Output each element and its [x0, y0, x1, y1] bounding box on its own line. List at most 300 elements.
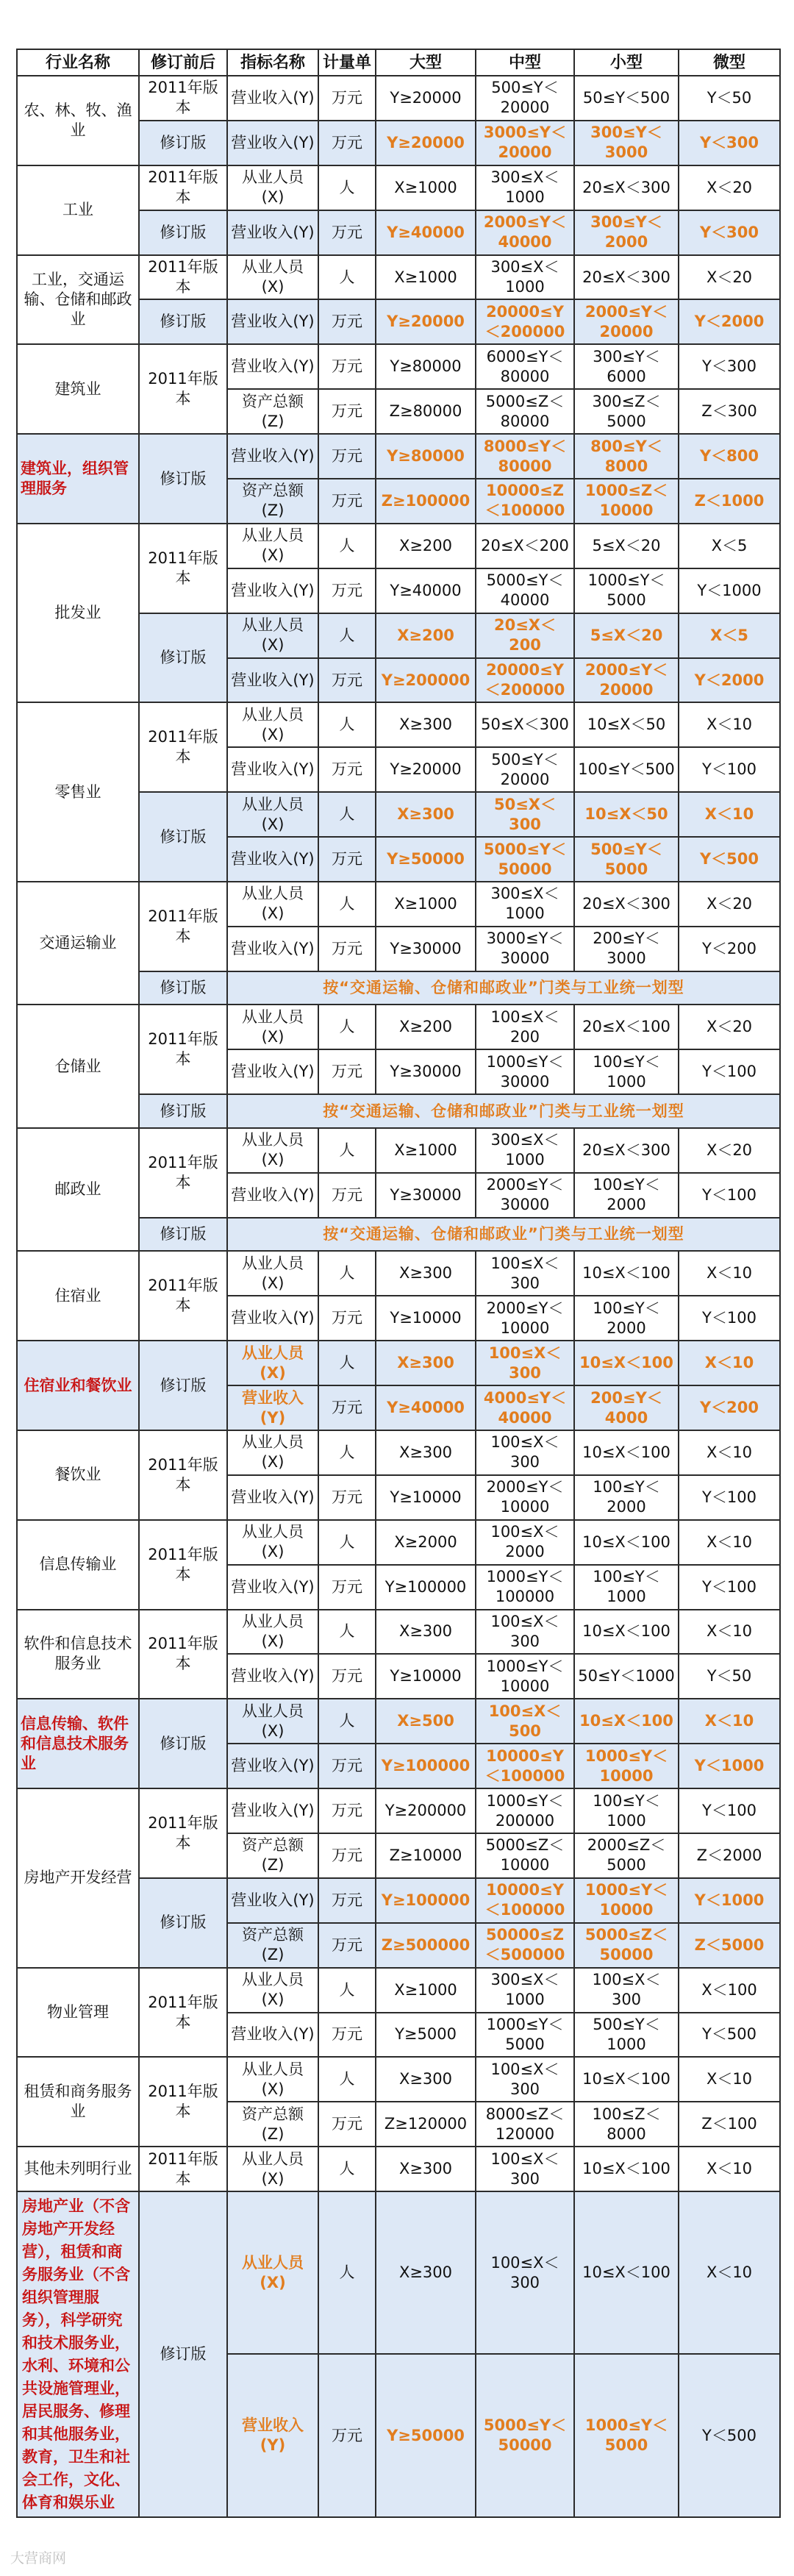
- medium-threshold-cell: 5000≤Y＜50000: [476, 2354, 574, 2517]
- small-threshold-cell: 50≤Y＜500: [574, 76, 679, 121]
- medium-threshold-cell: 1000≤Y＜100000: [476, 1565, 574, 1610]
- indicator-cell: 从业人员(X): [227, 524, 318, 568]
- small-threshold-cell: 1000≤Y＜5000: [574, 568, 679, 613]
- unit-cell: 万元: [318, 2013, 376, 2058]
- micro-threshold-cell: X＜10: [679, 1430, 780, 1475]
- unit-cell: 万元: [318, 927, 376, 971]
- small-threshold-cell: 200≤Y＜4000: [574, 1385, 679, 1430]
- medium-threshold-cell: 1000≤Y＜200000: [476, 1788, 574, 1833]
- small-threshold-cell: 100≤Y＜1000: [574, 1565, 679, 1610]
- revision-label-cell: 修订版: [139, 1094, 227, 1128]
- medium-threshold-cell: 1000≤Y＜5000: [476, 2013, 574, 2058]
- revision-label-cell: 2011年版本: [139, 1430, 227, 1520]
- micro-threshold-cell: Y＜50: [679, 1654, 780, 1699]
- col-header-indicator: 指标名称: [227, 49, 318, 76]
- indicator-cell: 从业人员(X): [227, 1699, 318, 1744]
- table-row: [17, 1251, 780, 1296]
- table-row: [17, 524, 780, 568]
- large-threshold-cell: Y≥20000: [376, 76, 476, 121]
- indicator-cell: 营业收入(Y): [227, 2354, 318, 2517]
- medium-threshold-cell: 3000≤Y＜30000: [476, 927, 574, 971]
- large-threshold-cell: Z≥500000: [376, 1923, 476, 1968]
- indicator-cell: 从业人员(X): [227, 702, 318, 747]
- unit-cell: 万元: [318, 1833, 376, 1878]
- micro-threshold-cell: Y＜500: [679, 837, 780, 882]
- industry-name-cell: 租赁和商务服务业: [17, 2057, 139, 2147]
- medium-threshold-cell: 5000≤Z＜80000: [476, 389, 574, 434]
- industry-name-cell: 交通运输业: [17, 882, 139, 1005]
- unit-cell: 万元: [318, 479, 376, 524]
- micro-threshold-cell: Y＜100: [679, 1173, 780, 1218]
- unit-cell: 人: [318, 1699, 376, 1744]
- medium-threshold-cell: 5000≤Y＜50000: [476, 837, 574, 882]
- indicator-cell: 营业收入(Y): [227, 344, 318, 389]
- unit-cell: 人: [318, 2147, 376, 2191]
- medium-threshold-cell: 2000≤Y＜40000: [476, 210, 574, 255]
- large-threshold-cell: Y≥30000: [376, 927, 476, 971]
- medium-threshold-cell: 300≤X＜1000: [476, 165, 574, 210]
- micro-threshold-cell: X＜20: [679, 882, 780, 927]
- micro-threshold-cell: Z＜300: [679, 389, 780, 434]
- micro-threshold-cell: X＜10: [679, 1520, 780, 1565]
- small-threshold-cell: 5≤X＜20: [574, 613, 679, 658]
- unit-cell: 万元: [318, 1878, 376, 1923]
- revision-label-cell: 修订版: [139, 792, 227, 882]
- indicator-cell: 从业人员(X): [227, 165, 318, 210]
- medium-threshold-cell: 100≤X＜300: [476, 2191, 574, 2354]
- table-row: [17, 1699, 780, 1744]
- unit-cell: 万元: [318, 121, 376, 165]
- unit-cell: 人: [318, 2191, 376, 2354]
- medium-threshold-cell: 2000≤Y＜10000: [476, 1475, 574, 1520]
- table-row: [17, 702, 780, 747]
- micro-threshold-cell: X＜10: [679, 792, 780, 837]
- indicator-cell: 营业收入(Y): [227, 1788, 318, 1833]
- unit-cell: 万元: [318, 1049, 376, 1094]
- micro-threshold-cell: X＜10: [679, 2147, 780, 2191]
- large-threshold-cell: Z≥100000: [376, 479, 476, 524]
- small-threshold-cell: 100≤X＜300: [574, 1968, 679, 2013]
- micro-threshold-cell: Y＜300: [679, 210, 780, 255]
- indicator-cell: 营业收入(Y): [227, 299, 318, 344]
- small-threshold-cell: 10≤X＜50: [574, 702, 679, 747]
- unit-cell: 万元: [318, 747, 376, 792]
- unit-cell: 万元: [318, 1654, 376, 1699]
- medium-threshold-cell: 5000≤Z＜10000: [476, 1833, 574, 1878]
- unit-cell: 万元: [318, 1565, 376, 1610]
- revision-label-cell: 修订版: [139, 121, 227, 165]
- medium-threshold-cell: 50000≤Z＜500000: [476, 1923, 574, 1968]
- header-row: [17, 49, 780, 76]
- revision-label-cell: 修订版: [139, 613, 227, 703]
- unit-cell: 人: [318, 1005, 376, 1049]
- large-threshold-cell: X≥500: [376, 1699, 476, 1744]
- indicator-cell: 营业收入(Y): [227, 1654, 318, 1699]
- medium-threshold-cell: 50≤X＜300: [476, 702, 574, 747]
- unit-cell: 万元: [318, 837, 376, 882]
- revision-label-cell: 2011年版本: [139, 255, 227, 300]
- unit-cell: 万元: [318, 389, 376, 434]
- revision-label-cell: 2011年版本: [139, 1251, 227, 1341]
- micro-threshold-cell: Y＜100: [679, 1475, 780, 1520]
- medium-threshold-cell: 100≤X＜200: [476, 1005, 574, 1049]
- industry-name-cell: 房地产业（不含房地产开发经营），租赁和商务服务业（不含组织管理服务），科学研究和技术服务业，水利、环境和公共设施管理业，居民服务、修理和其他服务业，教育，卫生和社会工作，文化、体育和娱乐业: [17, 2191, 139, 2517]
- indicator-cell: 营业收入(Y): [227, 434, 318, 479]
- medium-threshold-cell: 20≤X＜200: [476, 613, 574, 658]
- unit-cell: 人: [318, 524, 376, 568]
- small-threshold-cell: 20≤X＜300: [574, 882, 679, 927]
- medium-threshold-cell: 20≤X＜200: [476, 524, 574, 568]
- indicator-cell: 营业收入(Y): [227, 1475, 318, 1520]
- medium-threshold-cell: 100≤X＜300: [476, 2057, 574, 2102]
- micro-threshold-cell: Y＜500: [679, 2354, 780, 2517]
- unit-cell: 人: [318, 613, 376, 658]
- industry-name-cell: 住宿业: [17, 1251, 139, 1341]
- indicator-cell: 从业人员(X): [227, 1430, 318, 1475]
- micro-threshold-cell: X＜5: [679, 613, 780, 658]
- indicator-cell: 资产总额(Z): [227, 1833, 318, 1878]
- revision-note-cell: 按“交通运输、仓储和邮政业”门类与工业统一划型: [227, 971, 780, 1005]
- large-threshold-cell: X≥300: [376, 1251, 476, 1296]
- large-threshold-cell: Y≥30000: [376, 1173, 476, 1218]
- medium-threshold-cell: 100≤X＜2000: [476, 1520, 574, 1565]
- industry-name-cell: 农、林、牧、渔业: [17, 76, 139, 165]
- micro-threshold-cell: Z＜5000: [679, 1923, 780, 1968]
- medium-threshold-cell: 10000≤Z＜100000: [476, 479, 574, 524]
- micro-threshold-cell: Y＜300: [679, 344, 780, 389]
- revision-label-cell: 2011年版本: [139, 165, 227, 210]
- col-header-medium: 中型: [476, 49, 574, 76]
- industry-name-cell: 工业: [17, 165, 139, 255]
- indicator-cell: 营业收入(Y): [227, 837, 318, 882]
- revision-label-cell: 修订版: [139, 1218, 227, 1252]
- unit-cell: 人: [318, 1430, 376, 1475]
- large-threshold-cell: Y≥5000: [376, 2013, 476, 2058]
- small-threshold-cell: 100≤Y＜2000: [574, 1173, 679, 1218]
- medium-threshold-cell: 100≤X＜300: [476, 2147, 574, 2191]
- unit-cell: 人: [318, 702, 376, 747]
- medium-threshold-cell: 500≤Y＜20000: [476, 76, 574, 121]
- medium-threshold-cell: 5000≤Y＜40000: [476, 568, 574, 613]
- medium-threshold-cell: 10000≤Y＜100000: [476, 1878, 574, 1923]
- indicator-cell: 从业人员(X): [227, 613, 318, 658]
- indicator-cell: 从业人员(X): [227, 1341, 318, 1385]
- micro-threshold-cell: X＜20: [679, 1005, 780, 1049]
- industry-size-table-sheet: [16, 49, 779, 2518]
- medium-threshold-cell: 300≤X＜1000: [476, 1128, 574, 1173]
- table-row: [17, 1968, 780, 2013]
- large-threshold-cell: Y≥200000: [376, 1788, 476, 1833]
- table-row: [17, 344, 780, 389]
- micro-threshold-cell: X＜10: [679, 1251, 780, 1296]
- large-threshold-cell: Y≥200000: [376, 658, 476, 703]
- large-threshold-cell: Y≥10000: [376, 1475, 476, 1520]
- large-threshold-cell: X≥1000: [376, 882, 476, 927]
- micro-threshold-cell: X＜10: [679, 2191, 780, 2354]
- indicator-cell: 营业收入(Y): [227, 1173, 318, 1218]
- small-threshold-cell: 300≤Y＜2000: [574, 210, 679, 255]
- small-threshold-cell: 1000≤Y＜10000: [574, 1878, 679, 1923]
- table-row: [17, 2147, 780, 2191]
- table-row: [17, 1610, 780, 1655]
- small-threshold-cell: 10≤X＜100: [574, 2147, 679, 2191]
- industry-size-criteria-table: [16, 49, 781, 2518]
- small-threshold-cell: 10≤X＜50: [574, 792, 679, 837]
- unit-cell: 万元: [318, 2354, 376, 2517]
- micro-threshold-cell: Y＜100: [679, 747, 780, 792]
- industry-name-cell: 建筑业: [17, 344, 139, 434]
- indicator-cell: 营业收入(Y): [227, 1878, 318, 1923]
- indicator-cell: 从业人员(X): [227, 2191, 318, 2354]
- large-threshold-cell: Y≥80000: [376, 344, 476, 389]
- micro-threshold-cell: Z＜1000: [679, 479, 780, 524]
- micro-threshold-cell: Y＜100: [679, 1788, 780, 1833]
- unit-cell: 万元: [318, 1788, 376, 1833]
- large-threshold-cell: Y≥40000: [376, 210, 476, 255]
- small-threshold-cell: 100≤Y＜1000: [574, 1049, 679, 1094]
- revision-label-cell: 2011年版本: [139, 1788, 227, 1878]
- large-threshold-cell: Y≥40000: [376, 568, 476, 613]
- indicator-cell: 营业收入(Y): [227, 1565, 318, 1610]
- medium-threshold-cell: 10000≤Y＜100000: [476, 1744, 574, 1788]
- revision-label-cell: 修订版: [139, 434, 227, 524]
- indicator-cell: 营业收入(Y): [227, 76, 318, 121]
- large-threshold-cell: Y≥100000: [376, 1565, 476, 1610]
- small-threshold-cell: 10≤X＜100: [574, 2057, 679, 2102]
- large-threshold-cell: X≥1000: [376, 1128, 476, 1173]
- unit-cell: 万元: [318, 2102, 376, 2147]
- indicator-cell: 从业人员(X): [227, 1005, 318, 1049]
- small-threshold-cell: 1000≤Z＜10000: [574, 479, 679, 524]
- indicator-cell: 从业人员(X): [227, 255, 318, 300]
- table-row: [17, 2191, 780, 2354]
- small-threshold-cell: 20≤X＜300: [574, 1128, 679, 1173]
- small-threshold-cell: 100≤Y＜2000: [574, 1296, 679, 1341]
- small-threshold-cell: 10≤X＜100: [574, 1699, 679, 1744]
- revision-label-cell: 修订版: [139, 1878, 227, 1968]
- revision-label-cell: 修订版: [139, 971, 227, 1005]
- indicator-cell: 从业人员(X): [227, 1251, 318, 1296]
- medium-threshold-cell: 300≤X＜1000: [476, 255, 574, 300]
- unit-cell: 人: [318, 165, 376, 210]
- table-row: [17, 434, 780, 479]
- revision-label-cell: 2011年版本: [139, 1520, 227, 1610]
- large-threshold-cell: X≥1000: [376, 1968, 476, 2013]
- micro-threshold-cell: Y＜1000: [679, 568, 780, 613]
- small-threshold-cell: 20≤X＜300: [574, 255, 679, 300]
- small-threshold-cell: 5000≤Z＜50000: [574, 1923, 679, 1968]
- large-threshold-cell: X≥200: [376, 524, 476, 568]
- indicator-cell: 营业收入(Y): [227, 1296, 318, 1341]
- large-threshold-cell: X≥300: [376, 702, 476, 747]
- table-row: [17, 1520, 780, 1565]
- unit-cell: 万元: [318, 210, 376, 255]
- indicator-cell: 营业收入(Y): [227, 568, 318, 613]
- revision-label-cell: 2011年版本: [139, 1005, 227, 1094]
- industry-name-cell: 餐饮业: [17, 1430, 139, 1520]
- table-row: [17, 1005, 780, 1049]
- micro-threshold-cell: Z＜2000: [679, 1833, 780, 1878]
- industry-name-cell: 其他未列明行业: [17, 2147, 139, 2191]
- unit-cell: 人: [318, 1251, 376, 1296]
- medium-threshold-cell: 20000≤Y＜200000: [476, 658, 574, 703]
- micro-threshold-cell: Y＜500: [679, 2013, 780, 2058]
- revision-label-cell: 2011年版本: [139, 76, 227, 121]
- large-threshold-cell: Y≥20000: [376, 299, 476, 344]
- large-threshold-cell: Y≥100000: [376, 1878, 476, 1923]
- small-threshold-cell: 10≤X＜100: [574, 1430, 679, 1475]
- revision-label-cell: 2011年版本: [139, 1610, 227, 1699]
- indicator-cell: 营业收入(Y): [227, 658, 318, 703]
- unit-cell: 人: [318, 2057, 376, 2102]
- table-row: [17, 76, 780, 121]
- large-threshold-cell: Y≥10000: [376, 1654, 476, 1699]
- medium-threshold-cell: 50≤X＜300: [476, 792, 574, 837]
- unit-cell: 万元: [318, 434, 376, 479]
- indicator-cell: 资产总额(Z): [227, 479, 318, 524]
- unit-cell: 万元: [318, 1475, 376, 1520]
- micro-threshold-cell: X＜10: [679, 1699, 780, 1744]
- industry-name-cell: 仓储业: [17, 1005, 139, 1127]
- indicator-cell: 从业人员(X): [227, 1520, 318, 1565]
- small-threshold-cell: 500≤Y＜1000: [574, 2013, 679, 2058]
- micro-threshold-cell: X＜10: [679, 702, 780, 747]
- indicator-cell: 从业人员(X): [227, 1968, 318, 2013]
- indicator-cell: 从业人员(X): [227, 2057, 318, 2102]
- indicator-cell: 营业收入(Y): [227, 2013, 318, 2058]
- micro-threshold-cell: Y＜100: [679, 1049, 780, 1094]
- medium-threshold-cell: 1000≤Y＜10000: [476, 1654, 574, 1699]
- large-threshold-cell: Z≥80000: [376, 389, 476, 434]
- large-threshold-cell: X≥300: [376, 1341, 476, 1385]
- large-threshold-cell: Y≥20000: [376, 121, 476, 165]
- large-threshold-cell: Y≥50000: [376, 837, 476, 882]
- footer-watermark: 大营商网: [10, 2550, 67, 2566]
- table-row: [17, 255, 780, 300]
- micro-threshold-cell: X＜10: [679, 1610, 780, 1655]
- small-threshold-cell: 20≤X＜300: [574, 165, 679, 210]
- large-threshold-cell: X≥300: [376, 2147, 476, 2191]
- large-threshold-cell: Y≥100000: [376, 1744, 476, 1788]
- micro-threshold-cell: Y＜300: [679, 121, 780, 165]
- micro-threshold-cell: X＜20: [679, 255, 780, 300]
- medium-threshold-cell: 100≤X＜300: [476, 1251, 574, 1296]
- revision-label-cell: 2011年版本: [139, 1128, 227, 1218]
- unit-cell: 万元: [318, 344, 376, 389]
- indicator-cell: 营业收入(Y): [227, 121, 318, 165]
- large-threshold-cell: Y≥10000: [376, 1296, 476, 1341]
- small-threshold-cell: 1000≤Y＜10000: [574, 1744, 679, 1788]
- medium-threshold-cell: 300≤X＜1000: [476, 1968, 574, 2013]
- micro-threshold-cell: X＜10: [679, 1341, 780, 1385]
- small-threshold-cell: 20≤X＜100: [574, 1005, 679, 1049]
- revision-note-cell: 按“交通运输、仓储和邮政业”门类与工业统一划型: [227, 1094, 780, 1128]
- unit-cell: 人: [318, 1341, 376, 1385]
- unit-cell: 人: [318, 1610, 376, 1655]
- micro-threshold-cell: Z＜100: [679, 2102, 780, 2147]
- medium-threshold-cell: 300≤X＜1000: [476, 882, 574, 927]
- col-header-revision: 修订前后: [139, 49, 227, 76]
- micro-threshold-cell: X＜10: [679, 2057, 780, 2102]
- large-threshold-cell: X≥300: [376, 1430, 476, 1475]
- indicator-cell: 从业人员(X): [227, 1610, 318, 1655]
- revision-label-cell: 2011年版本: [139, 702, 227, 792]
- small-threshold-cell: 2000≤Z＜5000: [574, 1833, 679, 1878]
- micro-threshold-cell: Y＜1000: [679, 1744, 780, 1788]
- col-header-small: 小型: [574, 49, 679, 76]
- micro-threshold-cell: Y＜200: [679, 1385, 780, 1430]
- micro-threshold-cell: Y＜200: [679, 927, 780, 971]
- revision-label-cell: 修订版: [139, 210, 227, 255]
- industry-name-cell: 信息传输、软件和信息技术服务业: [17, 1699, 139, 1788]
- indicator-cell: 从业人员(X): [227, 882, 318, 927]
- indicator-cell: 资产总额(Z): [227, 389, 318, 434]
- micro-threshold-cell: X＜20: [679, 1128, 780, 1173]
- small-threshold-cell: 10≤X＜100: [574, 2191, 679, 2354]
- micro-threshold-cell: Y＜100: [679, 1296, 780, 1341]
- unit-cell: 万元: [318, 299, 376, 344]
- micro-threshold-cell: Y＜1000: [679, 1878, 780, 1923]
- industry-name-cell: 房地产开发经营: [17, 1788, 139, 1968]
- revision-label-cell: 修订版: [139, 1699, 227, 1788]
- small-threshold-cell: 50≤Y＜1000: [574, 1654, 679, 1699]
- revision-label-cell: 2011年版本: [139, 344, 227, 434]
- table-row: [17, 1430, 780, 1475]
- table-body: [17, 76, 780, 2517]
- small-threshold-cell: 10≤X＜100: [574, 1341, 679, 1385]
- industry-name-cell: 信息传输业: [17, 1520, 139, 1610]
- micro-threshold-cell: X＜20: [679, 165, 780, 210]
- large-threshold-cell: Y≥50000: [376, 2354, 476, 2517]
- medium-threshold-cell: 2000≤Y＜10000: [476, 1296, 574, 1341]
- micro-threshold-cell: X＜100: [679, 1968, 780, 2013]
- col-header-unit: 计量单: [318, 49, 376, 76]
- large-threshold-cell: Y≥80000: [376, 434, 476, 479]
- indicator-cell: 从业人员(X): [227, 1128, 318, 1173]
- industry-name-cell: 工业，交通运输、仓储和邮政业: [17, 255, 139, 345]
- table-row: [17, 1341, 780, 1385]
- large-threshold-cell: Y≥30000: [376, 1049, 476, 1094]
- col-header-micro: 微型: [679, 49, 780, 76]
- unit-cell: 人: [318, 882, 376, 927]
- revision-label-cell: 修订版: [139, 2191, 227, 2517]
- medium-threshold-cell: 6000≤Y＜80000: [476, 344, 574, 389]
- large-threshold-cell: X≥300: [376, 2191, 476, 2354]
- unit-cell: 人: [318, 255, 376, 300]
- revision-label-cell: 2011年版本: [139, 524, 227, 613]
- medium-threshold-cell: 100≤X＜300: [476, 1430, 574, 1475]
- small-threshold-cell: 200≤Y＜3000: [574, 927, 679, 971]
- large-threshold-cell: X≥300: [376, 792, 476, 837]
- small-threshold-cell: 500≤Y＜5000: [574, 837, 679, 882]
- small-threshold-cell: 300≤Z＜5000: [574, 389, 679, 434]
- small-threshold-cell: 2000≤Y＜20000: [574, 299, 679, 344]
- small-threshold-cell: 10≤X＜100: [574, 1251, 679, 1296]
- table-row: [17, 2057, 780, 2102]
- table-row: [17, 1128, 780, 1173]
- unit-cell: 万元: [318, 1744, 376, 1788]
- indicator-cell: 从业人员(X): [227, 2147, 318, 2191]
- large-threshold-cell: X≥200: [376, 613, 476, 658]
- micro-threshold-cell: Y＜800: [679, 434, 780, 479]
- small-threshold-cell: 5≤X＜20: [574, 524, 679, 568]
- revision-label-cell: 2011年版本: [139, 2147, 227, 2191]
- indicator-cell: 营业收入(Y): [227, 747, 318, 792]
- revision-label-cell: 修订版: [139, 299, 227, 344]
- large-threshold-cell: X≥300: [376, 1610, 476, 1655]
- small-threshold-cell: 100≤Y＜500: [574, 747, 679, 792]
- small-threshold-cell: 300≤Y＜6000: [574, 344, 679, 389]
